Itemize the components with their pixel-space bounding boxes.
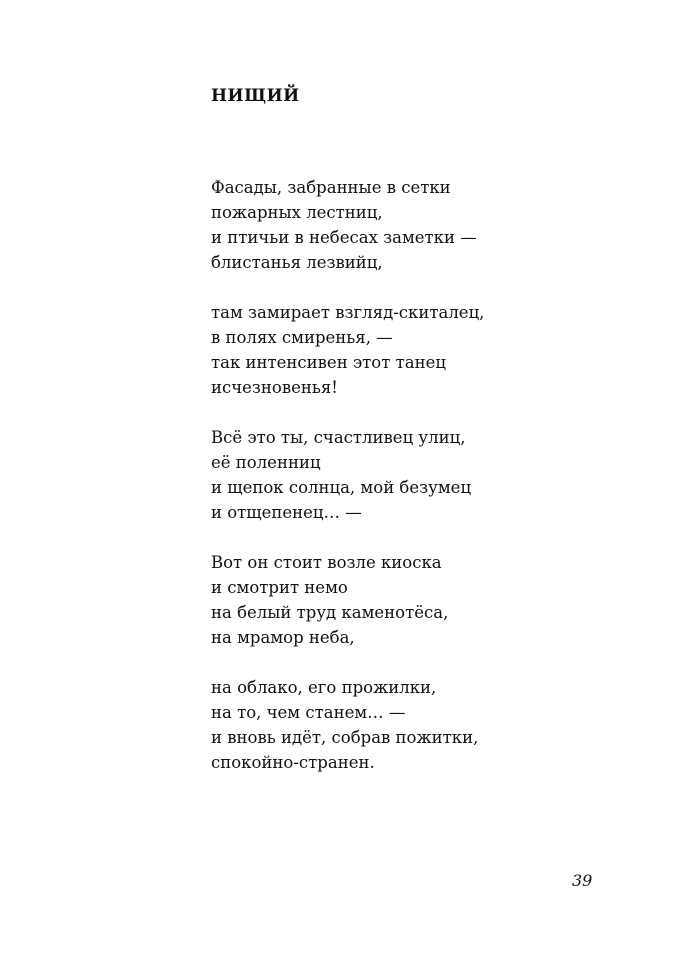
poem-line: в полях смиренья, — <box>211 328 393 347</box>
page-number: 39 <box>572 871 593 890</box>
poem-line: пожарных лестниц, <box>211 203 383 222</box>
stanza-3 <box>211 425 631 525</box>
poem-line: там замирает взгляд-скиталец, <box>211 303 485 322</box>
poem-line: блистанья лезвийц, <box>211 253 383 272</box>
poem-line: и отщепенец… — <box>211 503 362 522</box>
poem-line: её поленниц <box>211 453 321 472</box>
poem-line: Всё это ты, счастливец улиц, <box>211 428 466 447</box>
poem-line: на то, чем станем… — <box>211 703 406 722</box>
poem-line: Вот он стоит возле киоска <box>211 553 442 572</box>
poem-line: спокойно-странен. <box>211 753 375 772</box>
poem-line: на облако, его прожилки, <box>211 678 437 697</box>
poem-line: на мрамор неба, <box>211 628 355 647</box>
stanza-2 <box>211 300 631 400</box>
poem-line: на белый труд каменотёса, <box>211 603 449 622</box>
stanza-5 <box>211 675 631 775</box>
poem-line: и вновь идёт, собрав пожитки, <box>211 728 479 747</box>
stanza-4 <box>211 550 631 650</box>
stanza-1 <box>211 175 631 275</box>
poem-title: НИЩИЙ <box>211 86 300 106</box>
poem-line: так интенсивен этот танец <box>211 353 446 372</box>
poem-line: и щепок солнца, мой безумец <box>211 478 472 497</box>
poem-body <box>211 175 631 800</box>
poem-line: Фасады, забранные в сетки <box>211 178 451 197</box>
poem-line: исчезновенья! <box>211 378 338 397</box>
poem-line: и смотрит немо <box>211 578 348 597</box>
poem-line: и птичьи в небесах заметки — <box>211 228 477 247</box>
